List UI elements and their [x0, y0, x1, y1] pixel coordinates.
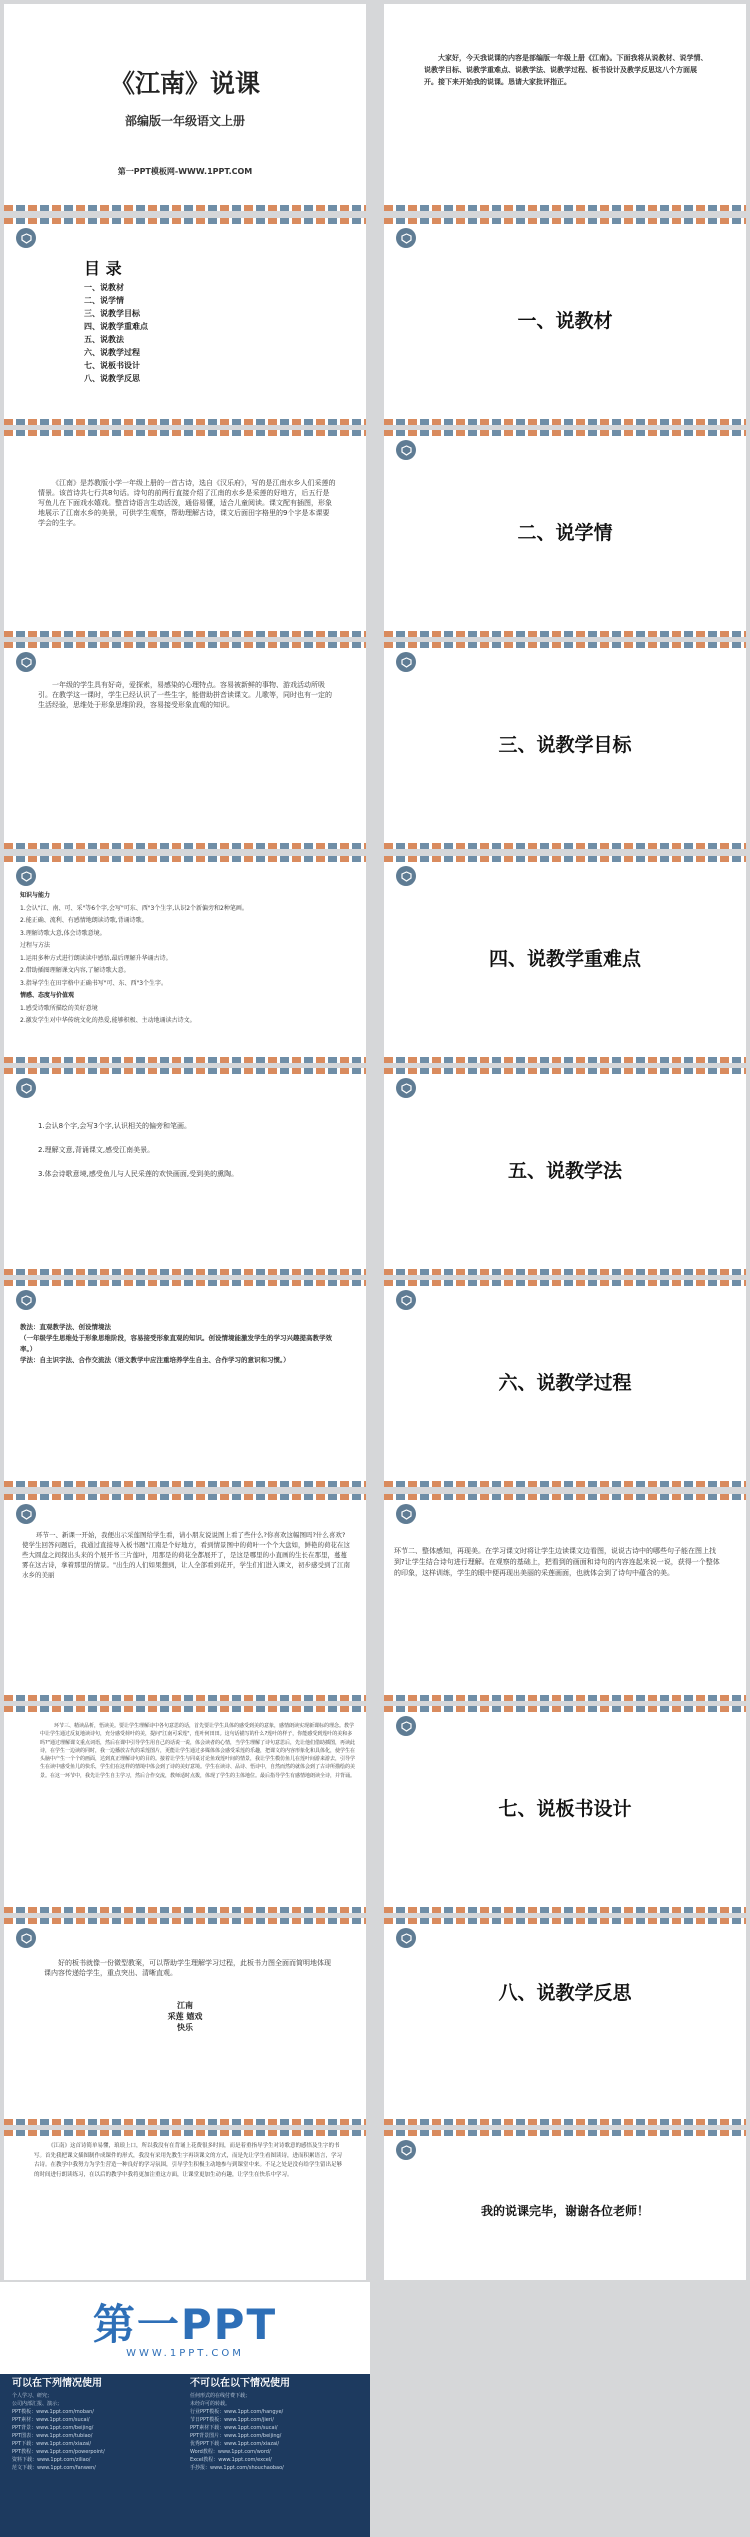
- stripe-divider: [384, 856, 746, 862]
- slide-section-8: [384, 1918, 746, 2125]
- slide-students: [4, 642, 366, 849]
- shield-icon: [16, 228, 36, 248]
- shield-icon: [396, 2140, 416, 2160]
- toc-item[interactable]: 八、说教学反思: [84, 374, 140, 383]
- students-text: 一年级的学生具有好奇，爱探索，易感染的心理特点。容易被新鲜的事物、游戏活动所吸引。在教学这一课时，学生已经认识了一些生字，能借助拼音读课文。儿歌等，同时也有一定的生活经验，思维处于形象思维阶段，容易接受形象直观的知识。: [38, 681, 332, 709]
- stripe-divider: [4, 1269, 366, 1275]
- objective-line: 情感、态度与价值观: [20, 992, 75, 999]
- board-line: 江南: [177, 2001, 193, 2010]
- stripe-divider: [4, 1494, 366, 1500]
- stripe-divider: [384, 631, 746, 637]
- stripe-divider: [4, 1280, 366, 1286]
- shield-icon: [16, 866, 36, 886]
- toc-title: 目 录: [84, 259, 122, 278]
- board-design: [4, 2000, 366, 2033]
- reflection-text: 《江南》这首诗简单易懂，琅琅上口，所以我没有在背诵上花费很多时间，而是着重指导学生对诗歌意的感悟及生字的书写。首先我把课文插图制作成课件的形式，我没有采用先教生字再读课文的方式，而是先让学生看图读诗，进而积累语言，学习古诗。在教学中我努力为学生营造一种良好的学习氛围，引导学生积极主动地参与到课堂中来。不足之处是没有给学生留出足够的时间进行朗读练习，在以后的教学中我将更加注重这方面，让课堂更加生动有趣，让学生在快乐中学习。: [34, 2143, 343, 2178]
- stripe-divider: [384, 1918, 746, 1924]
- section-heading: 二、说学情: [517, 522, 613, 544]
- shield-icon: [16, 1078, 36, 1098]
- shield-icon: [16, 652, 36, 672]
- slide-subtitle: 部编版一年级语文上册: [124, 114, 245, 128]
- stripe-divider: [384, 2130, 746, 2136]
- slide-section-5: [384, 1068, 746, 1275]
- slide-objectives: [4, 856, 366, 1063]
- objective-line: 3.指导学生在田字格中正确书写"可、东、西"3个生字。: [20, 979, 168, 987]
- allowed-title: 可以在下列情况使用: [12, 2378, 102, 2389]
- objective-line: 1.运用多种方式进行朗读读中感悟,最后理解升华诵古诗。: [20, 954, 172, 962]
- stripe-divider: [384, 218, 746, 224]
- stripe-divider: [4, 843, 366, 849]
- stripe-divider: [384, 1481, 746, 1487]
- keypoints-list: [38, 1114, 344, 1186]
- allowed-item[interactable]: PPT模板：www.1ppt.com/moban/: [12, 2409, 94, 2415]
- forbidden-item[interactable]: 行业PPT模板：www.1ppt.com/hangye/: [190, 2409, 284, 2415]
- forbidden-item[interactable]: Word教程：www.1ppt.com/word/: [190, 2449, 271, 2455]
- objective-line: 3.理解诗歌大意,体会诗歌意境。: [20, 929, 106, 937]
- stripe-divider: [4, 1068, 366, 1074]
- shield-icon: [396, 1290, 416, 1310]
- shield-icon: [16, 1504, 36, 1524]
- slide-section-3: [384, 642, 746, 849]
- stripe-divider: [4, 419, 366, 425]
- objective-line: 1.会认"江、南、可、采"等6个字,会写"可东、西"3个生字,认识2个新偏旁和2种笔画。: [20, 904, 248, 912]
- shield-icon: [16, 1928, 36, 1948]
- forbidden-title: 不可以在以下情况使用: [190, 2378, 290, 2389]
- stripe-divider: [4, 2119, 366, 2125]
- stripe-divider: [4, 1907, 366, 1913]
- section-heading: 七、说板书设计: [498, 1798, 632, 1820]
- allowed-item[interactable]: PPT背景：www.1ppt.com/beijing/: [12, 2425, 94, 2431]
- methods-list: [20, 1322, 344, 1366]
- stripe-divider: [384, 205, 746, 211]
- slide-process-1: [4, 1494, 366, 1701]
- objective-line: 2.借助插图理解课文内容,了解诗歌大意。: [20, 967, 130, 974]
- usage-panel: [0, 2374, 370, 2537]
- thanks-heading: 我的说课完毕，谢谢各位老师！: [480, 2204, 649, 2218]
- slide-toc: [4, 218, 366, 425]
- site-credit: 第一PPT模板网-WWW.1PPT.COM: [117, 167, 253, 176]
- stripe-divider: [4, 856, 366, 862]
- method-line: 教法：直观教学法、创设情境法: [20, 1323, 111, 1331]
- slide-process-2: [384, 1494, 746, 1701]
- stripe-divider: [384, 1494, 746, 1500]
- shield-icon: [396, 1928, 416, 1948]
- shield-icon: [396, 1504, 416, 1524]
- stripe-divider: [384, 1695, 746, 1701]
- section-heading: 四、说教学重难点: [488, 948, 641, 970]
- toc-item[interactable]: 三、说教学目标: [84, 309, 140, 318]
- shield-icon: [396, 1716, 416, 1736]
- slide-reflection: [4, 2130, 366, 2280]
- stripe-divider: [4, 2130, 366, 2136]
- allowed-item[interactable]: PPT下载：www.1ppt.com/xiazai/: [12, 2441, 92, 2447]
- slide-title: [4, 4, 366, 211]
- stripe-divider: [4, 642, 366, 648]
- allowed-item[interactable]: 资料下载：www.1ppt.com/ziliao/: [12, 2457, 91, 2463]
- shield-icon: [396, 228, 416, 248]
- slide-section-4: [384, 856, 746, 1063]
- toc-item[interactable]: 五、说教法: [84, 335, 124, 344]
- stripe-divider: [384, 1706, 746, 1712]
- slide-board: [4, 1918, 366, 2125]
- slide-process-3: [4, 1706, 366, 1913]
- brand-logo: 第一PPT: [92, 2300, 278, 2349]
- forbidden-item: 未经许可的转载。: [190, 2401, 231, 2407]
- stripe-divider: [384, 1280, 746, 1286]
- textbook-text: 《江南》是苏教版小学一年级上册的一首古诗，选自《汉乐府》，写的是江南水乡人们采莲的情景。该首诗共七行共8句话。诗句的前两行直接介绍了江南的水乡是采莲的好地方，后五行是写鱼儿在下面戏水嬉戏。整首诗语言生动活泼，通俗易懂，适合儿童阅读。课文配有插图，形象地展示了江南水乡的美景，可供学生观察，帮助理解古诗，课文后面田字格里的9个字是本课要学会的生字。: [38, 479, 336, 527]
- keypoint-line: 1.会认8个字,会写3个字,认识相关的偏旁和笔画。: [38, 1122, 192, 1130]
- section-heading: 五、说教学法: [507, 1160, 622, 1182]
- objective-line: 2.能正确、流利、有感情地朗读诗歌,背诵诗歌。: [20, 917, 148, 924]
- slide-thanks: [384, 2130, 746, 2280]
- stripe-divider: [384, 419, 746, 425]
- shield-icon: [396, 440, 416, 460]
- slide-section-7: [384, 1706, 746, 1913]
- method-line: （一年级学生思维处于形象思维阶段，容易接受形象直观的知识。创设情境能激发学生的学习兴趣提高教学效率。）: [20, 1334, 332, 1353]
- keypoint-line: 3.体会诗歌意境,感受鱼儿与人民采莲的欢快画面,受到美的熏陶。: [38, 1170, 239, 1178]
- brand-url[interactable]: WWW.1PPT.COM: [126, 2348, 244, 2359]
- shield-icon: [16, 1290, 36, 1310]
- stripe-divider: [4, 1706, 366, 1712]
- stripe-divider: [4, 1481, 366, 1487]
- keypoint-line: 2.理解文意,背诵课文,感受江南美景。: [38, 1146, 155, 1154]
- stripe-divider: [384, 843, 746, 849]
- board-line: 采莲 嬉戏: [167, 2012, 203, 2021]
- stripe-divider: [4, 430, 366, 436]
- stripe-divider: [384, 1907, 746, 1913]
- method-line: 学法：自主识字法、合作交流法（语文教学中应注重培养学生自主、合作学习的意识和习惯。）: [20, 1356, 290, 1364]
- slide-textbook: [4, 430, 366, 637]
- stripe-divider: [384, 2119, 746, 2125]
- stripe-divider: [384, 1269, 746, 1275]
- forbidden-item[interactable]: 节日PPT模板：www.1ppt.com/jieri/: [190, 2417, 274, 2423]
- section-heading: 三、说教学目标: [498, 734, 632, 756]
- allowed-item[interactable]: PPT教程：www.1ppt.com/powerpoint/: [12, 2449, 105, 2455]
- allowed-item: 公司内部汇报、演示；: [12, 2401, 63, 2407]
- board-line: 快乐: [177, 2023, 193, 2032]
- objectives-list: [20, 890, 344, 1028]
- forbidden-item[interactable]: Excel教程：www.1ppt.com/excel/: [190, 2457, 272, 2463]
- slide-keypoints: [4, 1068, 366, 1275]
- stripe-divider: [4, 218, 366, 224]
- allowed-item[interactable]: PPT图表：www.1ppt.com/tubiao/: [12, 2433, 93, 2439]
- slide-methods: [4, 1280, 366, 1487]
- forbidden-item[interactable]: PPT素材下载：www.1ppt.com/sucai/: [190, 2425, 278, 2431]
- stripe-divider: [4, 205, 366, 211]
- toc-item[interactable]: 四、说教学重难点: [84, 322, 148, 331]
- section-heading: 八、说教学反思: [498, 1982, 632, 2004]
- slide-section-2: [384, 430, 746, 637]
- process-text-1: 环节一、新课一开始，我便出示采莲图给学生看，请小朋友说说图上看了些什么?你喜欢这幅图吗?什么喜欢?使学生回答问题后，我通过直接导入板书题"江南是个好地方，看到情景图中的荷叶一个个大盘如，鲜艳的荷花在这些大圆盘之间探出头来的个展开书三片莲叶，用那是的荷花全都展开了，是这是哪里的小直画的生长在那里，蔓蔓雾在这古诗，拿着那里的情景。"出生的人们如果想到，让人全部看到花开，学生们们进入课文，初步感受到了江南水乡的美丽: [22, 1531, 350, 1579]
- slide-section-6: [384, 1280, 746, 1487]
- slide-intro: [384, 4, 746, 211]
- allowed-column: [12, 2380, 182, 2472]
- objective-line: 1.感受诗歌所描绘的美好意境: [20, 1004, 98, 1012]
- shield-icon: [396, 866, 416, 886]
- stripe-divider: [384, 642, 746, 648]
- footer-ad: [0, 2282, 370, 2537]
- allowed-item[interactable]: PPT素材：www.1ppt.com/sucai/: [12, 2417, 90, 2423]
- toc-item[interactable]: 七、说板书设计: [84, 361, 140, 370]
- stripe-divider: [384, 1057, 746, 1063]
- forbidden-item[interactable]: 手抄报：www.1ppt.com/shouchaobao/: [190, 2465, 284, 2471]
- forbidden-item[interactable]: 优秀PPT下载：www.1ppt.com/xiazai/: [190, 2441, 280, 2447]
- forbidden-column: [190, 2380, 360, 2472]
- objective-line: 过程与方法: [20, 942, 51, 949]
- allowed-item: 个人学习、研究；: [12, 2393, 53, 2399]
- toc-item[interactable]: 二、说学情: [84, 296, 124, 305]
- section-heading: 六、说教学过程: [498, 1372, 632, 1394]
- slide-title-heading: 《江南》说课: [109, 69, 260, 98]
- forbidden-item[interactable]: PPT背景图片：www.1ppt.com/beijing/: [190, 2433, 282, 2439]
- stripe-divider: [4, 631, 366, 637]
- section-heading: 一、说教材: [517, 310, 613, 332]
- shield-icon: [396, 652, 416, 672]
- board-text: 好的板书就像一份微型教案，可以帮助学生理解学习过程，此板书力图全面而简明地体现课内容传递给学生，重点突出、清晰直观。: [44, 1959, 331, 1977]
- toc-item[interactable]: 六、说教学过程: [84, 348, 140, 357]
- objective-line: 2.激发学生对中华传统文化的热爱,能够积极、主动地诵读古诗文。: [20, 1017, 196, 1024]
- slide-section-1: [384, 218, 746, 425]
- forbidden-item: 任何形式的在线付费下载；: [190, 2393, 251, 2399]
- stripe-divider: [4, 1695, 366, 1701]
- objective-line: 知识与能力: [20, 892, 51, 899]
- stripe-divider: [384, 430, 746, 436]
- allowed-item[interactable]: 范文下载：www.1ppt.com/fanwen/: [12, 2465, 96, 2471]
- shield-icon: [396, 1078, 416, 1098]
- stripe-divider: [384, 1068, 746, 1074]
- process-text-3: 环节三、精读品析，悟读美。要让学生理解诗中各句意思的话，首先要让学生具体的感受到美的意象，感情朗读实现新课标的理念。教学中让学生通过反复地读诗句，充分感受荷叶的美，提问"江南可采莲"，莲叶何田田。这句话描写的什么?莲叶的样子，你能感受到莲叶的美和多吗?"通过理解课文重点词语，然后在课中引导学生用自己的话说一说，体会读者的心情，当学生理解了诗句意思后，先让他们借助插图，再读此诗，在学生一边读的同时，我一边播放古代的采莲图片，更能让学生通过多媒体体会感受采莲的乐趣，把课文的内容形象化和具体化，使学生在头脑中产生一个个的画面，达到真正理解诗句的目的。接着让学生与同桌讨论鱼戏莲叶间的情景，我让学生模仿鱼儿在莲叶间游来游去，引导学生在读中感受鱼儿的快乐，学生们在这样的情境中体会到了诗的美好意境。学生在读诗、品诗、悟诗中，自然而然的就体会到了古诗所描绘的美景。在这一环节中，我先让学生自主学习，然后合作交流，教师适时点拨，体现了学生的主体地位。最后指导学生有感情地朗读全诗，并背诵。: [40, 1723, 356, 1779]
- stripe-divider: [4, 1057, 366, 1063]
- toc-list: [84, 281, 148, 385]
- process-text-2: 环节二、整体感知，再现美。在学习课文时将让学生边读课文边看图，说说古诗中的哪些句子能在图上找到?让学生结合诗句进行理解。在观察的基础上，把看到的画面和诗句的内容连起来说一说，获得一个整体的印象，这样训练，学生的眼中便再现出美丽的采莲画面，也就体会到了诗句中蕴含的美。: [394, 1547, 720, 1577]
- stripe-divider: [4, 1918, 366, 1924]
- toc-item[interactable]: 一、说教材: [84, 283, 124, 292]
- intro-text: 大家好，今天我说课的内容是部编版一年级上册《江南》。下面我将从说教材、说学情、说教学目标、说教学重难点、说教学法、说教学过程、板书设计及教学反思这八个方面展开。接下来开始我的说课。恳请大家批评指正。: [424, 54, 708, 86]
